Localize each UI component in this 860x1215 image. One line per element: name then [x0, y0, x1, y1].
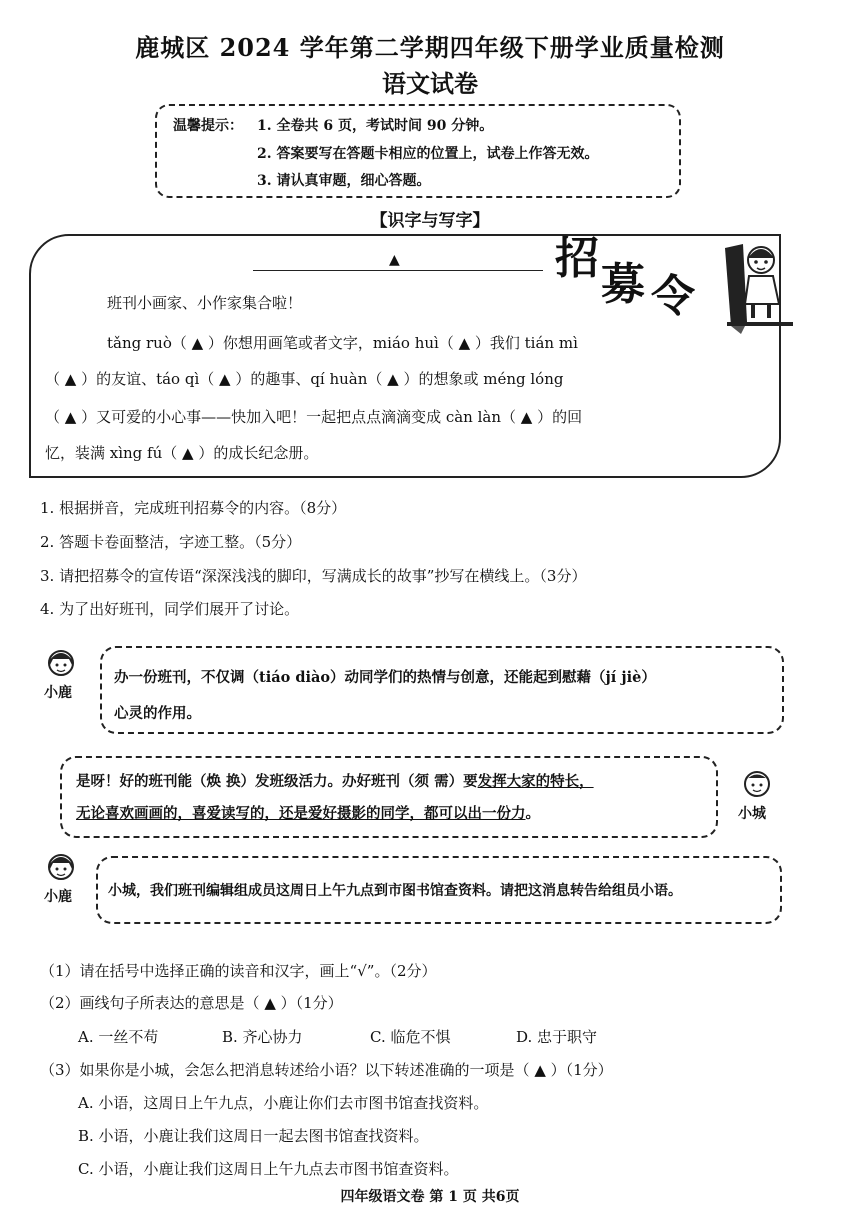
- question-3: 3. 请把招募令的宣传语“深深浅浅的脚印，写满成长的故事”抄写在横线上。（3分）: [40, 567, 587, 585]
- notice-line-3: （ ▲ ）的友谊、táo qì（ ▲ ）的趣事、qí huàn（ ▲ ）的想象或 méng lóng: [45, 370, 564, 388]
- subquestion-2: （2）画线句子所表达的意思是（ ▲ ）（1分）: [40, 994, 343, 1012]
- page-footer: 四年级语文卷 第 1 页 共6页: [340, 1189, 520, 1205]
- option-d: D. 忠于职守: [516, 1028, 598, 1046]
- question-4: 4. 为了出好班刊，同学们展开了讨论。: [40, 600, 300, 618]
- question-1: 1. 根据拼音，完成班刊招募令的内容。（8分）: [40, 499, 347, 517]
- speaker-name: 小城: [738, 806, 766, 822]
- subquestion-1: （1）请在括号中选择正确的读音和汉字，画上“√”。（2分）: [40, 962, 437, 980]
- tips-box: [155, 104, 681, 198]
- blank-mark: ▲: [389, 252, 400, 268]
- notice-char-2: 募: [601, 259, 645, 310]
- option-c: C. 临危不惧: [370, 1028, 451, 1046]
- speech-bubble-1: [100, 646, 784, 734]
- speaker-name: 小鹿: [44, 685, 72, 701]
- bubble-2-line-1: [76, 770, 594, 791]
- speech-bubble-2: [60, 756, 718, 838]
- notice-line-4: （ ▲ ）又可爱的小心事——快加入吧！一起把点点滴滴变成 càn làn（ ▲ ）的回: [45, 408, 583, 426]
- exam-subtitle: 语文试卷: [382, 69, 478, 98]
- tip-item-3: 3. 请认真审题，细心答题。: [257, 173, 431, 189]
- section-title: 【识字与写字】: [370, 211, 490, 231]
- notice-char-1: 招: [555, 233, 599, 284]
- speaker-name: 小鹿: [44, 889, 72, 905]
- tip-item-1: 1. 全卷共 6 页，考试时间 90 分钟。: [257, 118, 494, 134]
- bubble-2-text: 是呀！好的班刊能（焕 换）发班级活力。办好班刊（须 需）要: [76, 773, 478, 790]
- option-b: B. 齐心协力: [222, 1028, 303, 1046]
- girl-avatar-icon: [44, 849, 78, 883]
- notice-line-5: 忆，装满 xìng fú（ ▲ ）的成长纪念册。: [45, 444, 319, 462]
- bubble-2-period: 。: [525, 805, 540, 822]
- recruitment-notice: [29, 234, 781, 478]
- tips-label: 温馨提示：: [173, 118, 243, 134]
- bubble-2-line-2: [76, 802, 540, 823]
- option-b: B. 小语，小鹿让我们这周日一起去图书馆查找资料。: [78, 1127, 429, 1145]
- tip-item-2: 2. 答案要写在答题卡相应的位置上，试卷上作答无效。: [257, 146, 599, 162]
- option-c: C. 小语，小鹿让我们这周日上午九点去市图书馆查资料。: [78, 1160, 459, 1178]
- option-a: A. 一丝不苟: [78, 1028, 159, 1046]
- notice-line-1: 班刊小画家、小作家集合啦！: [107, 294, 303, 312]
- notice-char-3: 令: [651, 271, 695, 322]
- exam-title: 鹿城区 2024 学年第二学期四年级下册学业质量检测: [135, 33, 725, 62]
- girl-avatar-icon: [44, 645, 78, 679]
- question-2: 2. 答题卡卷面整洁，字迹工整。（5分）: [40, 533, 302, 551]
- speech-bubble-3: [96, 856, 782, 924]
- girl-with-pencil-icon: [717, 238, 797, 334]
- title-blank: [253, 240, 543, 271]
- underlined-sentence-part-2: 无论喜欢画画的，喜爱读写的，还是爱好摄影的同学，都可以出一份力: [76, 805, 526, 822]
- bubble-1-line-2: 心灵的作用。: [114, 705, 201, 722]
- notice-line-2: tǎng ruò（ ▲ ）你想用画笔或者文字，miáo huì（ ▲ ）我们 tián mì: [107, 334, 578, 352]
- option-a: A. 小语，这周日上午九点，小鹿让你们去市图书馆查找资料。: [78, 1094, 489, 1112]
- underlined-sentence-part-1: 发挥大家的特长，: [477, 773, 594, 790]
- subquestion-3: （3）如果你是小城，会怎么把消息转述给小语？以下转述准确的一项是（ ▲ ）（1分）: [40, 1061, 613, 1079]
- bubble-1-line-1: 办一份班刊，不仅调（tiáo diào）动同学们的热情与创意，还能起到慰藉（jí jiè）: [114, 669, 656, 686]
- boy-avatar-icon: [740, 766, 774, 800]
- bubble-3-line-1: 小城，我们班刊编辑组成员这周日上午九点到市图书馆查资料。请把这消息转告给组员小语。: [108, 883, 682, 899]
